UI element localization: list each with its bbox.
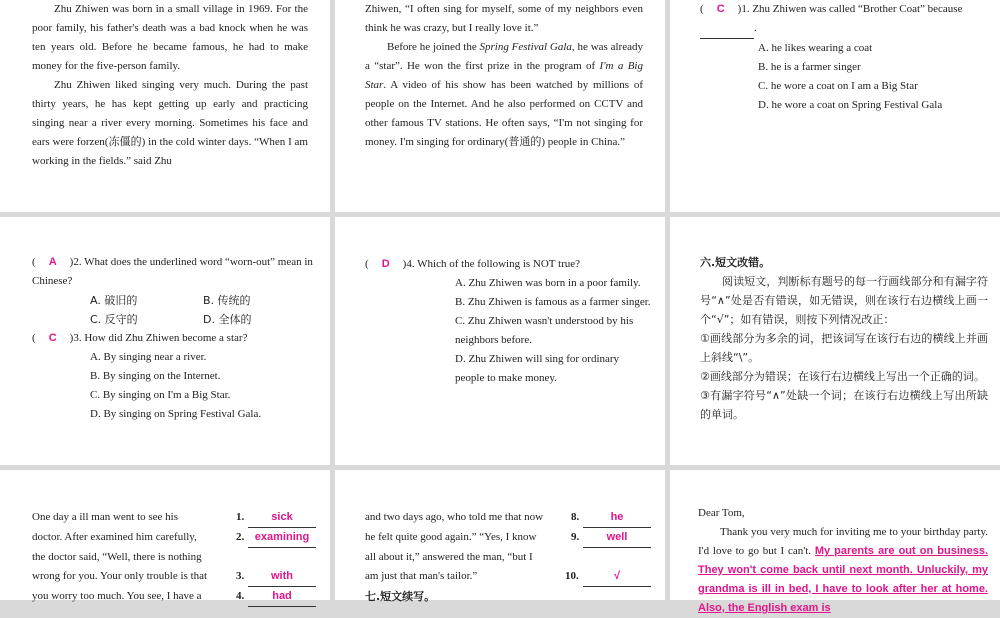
question-2: ( A )2. What does the underlined word “worn-out” mean in Chinese? <box>32 256 313 287</box>
answer-line: he <box>583 508 651 528</box>
letter-panel <box>670 470 1000 614</box>
question-1-panel <box>670 0 1000 212</box>
question-1-stem: )1. Zhu Zhiwen was called “Brother Coat” because <box>737 3 963 15</box>
passage-paragraph-3 <box>365 38 643 152</box>
option-d: D. he wore a coat on Spring Festival Gala <box>758 99 943 111</box>
answer-q4: D <box>381 258 390 270</box>
text-run: . A video of his show has been watched by millions of people on the Internet. And he also performed on CCTV and other famous TV stations. He often says, “I'm not singing for money. I'm singing for ordinary(普通的) people in China.” <box>365 79 643 148</box>
correction-text: all about it,” answered the man, “but I <box>365 551 533 563</box>
correction-text: he felt quite good again.” “Yes, I know <box>365 531 537 543</box>
question-1-options <box>758 39 980 115</box>
passage-panel-2 <box>335 0 665 212</box>
option-a: A. he likes wearing a coat <box>758 42 873 54</box>
question-3: ( C )3. How did Zhu Zhiwen become a star? <box>32 332 248 344</box>
item-number: 4. <box>236 590 245 602</box>
question-4-panel <box>335 217 665 465</box>
option-c: C. By singing on I'm a Big Star. <box>90 389 231 401</box>
correction-row <box>32 528 316 548</box>
correction-row <box>32 587 316 607</box>
section-6-rule-3: ③有漏字符号“∧”处缺一个词；在该行右边横线上写出所缺的单词。 <box>700 389 988 421</box>
correction-text: doctor. After examined him carefully, <box>32 531 197 543</box>
question-1: ( C )1. Zhu Zhiwen was called “Brother Coat” because . <box>700 0 980 39</box>
correction-row <box>32 508 316 528</box>
program-title: I'm a Big Star <box>365 60 643 91</box>
question-2-stem: )2. What does the underlined word “worn-out” mean in Chinese? <box>32 256 313 287</box>
option-b: B. Zhu Zhiwen is famous as a farmer singer. <box>455 296 651 308</box>
item-number: 3. <box>236 570 245 582</box>
question-2-options <box>90 291 316 329</box>
option-c: C. he wore a coat on I am a Big Star <box>758 80 918 92</box>
correction-row <box>365 508 651 528</box>
option-b: B. 传统的 <box>203 294 251 307</box>
question-4-stem: )4. Which of the following is NOT true? <box>402 258 581 270</box>
option-a: A. Zhu Zhiwen was born in a poor family. <box>455 277 641 289</box>
correction-row <box>32 548 316 567</box>
question-3-options <box>90 348 316 424</box>
passage-panel-1 <box>0 0 330 212</box>
item-number: 9. <box>571 531 580 543</box>
letter-text: Thank you very much for inviting me to your birthday party. I'd love to go but I can't. <box>698 526 988 557</box>
text-run: , he was already a “star”. He won the first prize in the program of <box>365 41 643 72</box>
correction-row <box>365 548 651 567</box>
section-6-panel <box>670 217 1000 465</box>
letter-body <box>698 523 988 618</box>
letter-answer: My parents are out on business. They won't come back until next month. Unluckily, my grandma is ill in bed, I have to look after her at home. Also, the English exam is <box>698 545 989 614</box>
question-3-stem: )3. How did Zhu Zhiwen become a star? <box>69 332 248 344</box>
correction-row <box>365 528 651 548</box>
answer-q1: C <box>716 3 725 15</box>
item-number: 10. <box>565 570 579 582</box>
option-c: C. 反守的 <box>90 313 138 326</box>
program-title: Spring Festival Gala <box>479 41 572 53</box>
option-b: B. he is a farmer singer <box>758 61 861 73</box>
correction-text: wrong for you. Your only trouble is that <box>32 570 208 582</box>
correction-panel-right <box>335 470 665 603</box>
text-run: Before he joined the <box>387 41 480 53</box>
option-d: D. 全体的 <box>203 313 252 326</box>
option-d: D. Zhu Zhiwen will sing for ordinary people to make money. <box>455 353 620 384</box>
item-number: 2. <box>236 531 245 543</box>
answer-line: √ <box>583 567 651 587</box>
question-4-options <box>455 274 651 388</box>
answer-q3: C <box>48 332 57 344</box>
option-b: B. By singing on the Internet. <box>90 370 221 382</box>
correction-text: you worry too much. You see, I have a <box>32 590 202 602</box>
passage-paragraph-1: Zhu Zhiwen was born in a small village in 1969. For the poor family, his father's death was a bad knock when he was ten years old. Before he became famous, he had to make money for the five-person family. <box>32 3 308 72</box>
section-6-rule-2: ②画线部分为错误；在该行右边横线上写出一个正确的词。 <box>700 370 985 383</box>
section-6-rule-1: ①画线部分为多余的词，把该词写在该行右边的横线上并画上斜线“\”。 <box>700 332 988 364</box>
answer-line: sick <box>248 508 316 528</box>
option-a: A. By singing near a river. <box>90 351 207 363</box>
answer-line: with <box>248 567 316 587</box>
option-c: C. Zhu Zhiwen wasn't understood by his neighbors before. <box>455 315 634 346</box>
correction-text: and two days ago, who told me that now <box>365 511 544 523</box>
section-7-title: 七.短文续写。 <box>365 590 436 603</box>
correction-text: am just that man's tailor.” <box>365 570 478 582</box>
section-6-title: 六.短文改错。 <box>700 256 771 269</box>
question-2-3-panel <box>0 217 330 465</box>
answer-line: examining <box>248 528 316 548</box>
answer-line: well <box>583 528 651 548</box>
correction-panel-left <box>0 470 330 600</box>
correction-text: the doctor said, “Well, there is nothing <box>32 551 202 563</box>
item-number: 1. <box>236 511 245 523</box>
option-d: D. By singing on Spring Festival Gala. <box>90 408 262 420</box>
answer-line: had <box>248 587 316 607</box>
option-a: A. 破旧的 <box>90 294 138 307</box>
answer-q2: A <box>48 256 57 268</box>
correction-row <box>32 567 316 587</box>
answer-blank <box>700 19 754 39</box>
passage-paragraph-2: Zhu Zhiwen liked singing very much. During the past thirty years, he has kept getting up early and practicing singing near a river every morning. Sometimes his face and ears were forzen(冻僵的) in the cold winter days. “When I am working in the fields.” said Zhu <box>32 79 308 167</box>
item-number: 8. <box>571 511 580 523</box>
section-6-instructions: 阅读短文，判断标有题号的每一行画线部分和有漏字符号“∧”处是否有错误，如无错误，则在该行右边横线上画一个“√”；如有错误，则按下列情况改正： <box>700 275 988 326</box>
correction-text: One day a ill man went to see his <box>32 511 179 523</box>
letter-salutation: Dear Tom, <box>698 507 745 519</box>
passage-paragraph-2-cont: Zhiwen, “I often sing for myself, some of my neighbors even think he was crazy, but I really love it.” <box>365 3 643 34</box>
correction-row <box>365 567 651 587</box>
question-4: ( D )4. Which of the following is NOT true? <box>365 258 581 270</box>
